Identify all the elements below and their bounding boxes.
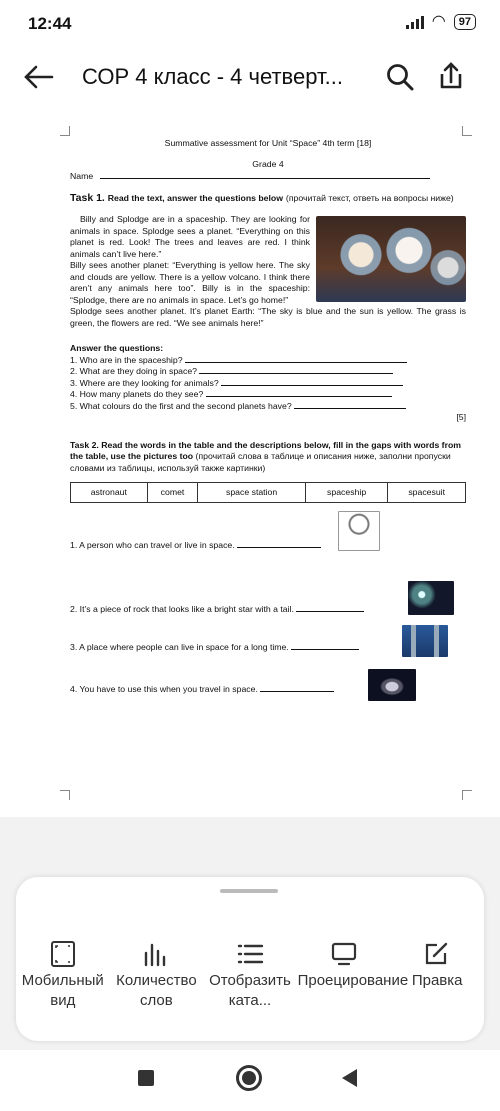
grade-label: Grade 4 <box>252 159 284 170</box>
edit-icon <box>391 937 483 971</box>
word-count-button[interactable]: Количество слов <box>110 937 202 1011</box>
battery-icon: 97 <box>454 14 476 30</box>
word-count-icon <box>110 937 202 971</box>
recent-apps-icon[interactable] <box>138 1070 154 1086</box>
story-text <box>70 214 466 329</box>
word-table <box>70 482 466 503</box>
description-item: 2. It’s a piece of rock that looks like a bright star with a tail. <box>70 577 466 621</box>
task1-score: [5] <box>456 412 466 423</box>
answer-heading: Answer the questions: <box>70 343 164 354</box>
question-list <box>70 355 466 412</box>
question-item: 3. Where are they looking for animals? <box>70 378 466 389</box>
story-illustration <box>316 216 466 302</box>
status-bar <box>0 0 500 48</box>
edit-button[interactable]: Правка <box>391 937 483 1011</box>
question-item: 5. What colours do the first and the second planets have? <box>70 401 466 412</box>
page-gap <box>0 817 500 877</box>
spaceship-picture <box>368 669 416 701</box>
tools-row <box>16 937 484 1011</box>
question-item: 2. What are they doing in space? <box>70 366 466 377</box>
word-cell: comet <box>147 483 198 503</box>
document-content <box>70 134 466 701</box>
space-station-picture <box>402 625 448 657</box>
page-corner-mark <box>60 790 70 800</box>
word-cell: space station <box>198 483 305 503</box>
clock: 12:44 <box>28 14 72 33</box>
name-line <box>70 171 466 182</box>
story-paragraph: Splodge sees another planet. It’s planet Earth: “The sky is blue and the sun is yellow. The grass is green, the flowers are red. “We see animals here!” <box>70 306 466 328</box>
wifi-icon: ◠ <box>431 13 446 30</box>
signal-icon <box>406 15 424 29</box>
sheet-drag-handle[interactable] <box>220 889 278 893</box>
projection-icon <box>298 937 390 971</box>
back-arrow-icon[interactable] <box>22 60 62 96</box>
task1-heading: Task 1. Read the text, answer the questions below (прочитай текст, ответь на вопросы ниже) <box>70 192 454 205</box>
home-icon[interactable] <box>236 1065 262 1091</box>
list-icon <box>204 937 296 971</box>
document-title: СОР 4 класс - 4 четверт... <box>82 64 343 89</box>
nav-back-icon[interactable] <box>342 1069 357 1087</box>
description-item: 4. You have to use this when you travel in space. <box>70 659 466 701</box>
description-item: 1. A person who can travel or live in space. <box>70 517 466 557</box>
word-cell: spacesuit <box>388 483 466 503</box>
comet-picture <box>408 581 454 615</box>
name-label: Name <box>70 170 94 181</box>
app-header <box>0 48 500 110</box>
description-item: 3. A place where people can live in space for a long time. <box>70 621 466 659</box>
search-icon[interactable] <box>385 62 415 92</box>
system-nav-bar <box>0 1050 500 1111</box>
mobile-view-button[interactable]: Мобильный вид <box>17 937 109 1011</box>
word-cell: spaceship <box>305 483 388 503</box>
word-cell: astronaut <box>71 483 148 503</box>
question-item: 1. Who are in the spaceship? <box>70 355 466 366</box>
story-paragraph: Billy and Splodge are in a spaceship. They are looking for animals in space. Splodge sees a planet. “Everything on this planet is red. Look! The trees and leaves are red. I think animals can’t live here.” <box>70 214 310 259</box>
share-icon[interactable] <box>436 60 466 94</box>
projection-button[interactable]: Проецирование <box>298 937 390 1011</box>
story-paragraph: Billy sees another planet: “Everything is yellow here. The sky and clouds are yellow. There is a yellow volcano. I think there aren’t any animals here too”. Billy is in the spaceship: “Splodge, there are no animals in space. Let’s go home!” <box>70 260 310 305</box>
question-item: 4. How many planets do they see? <box>70 389 466 400</box>
show-catalog-button[interactable]: Отобразить ката... <box>204 937 296 1011</box>
tools-bottom-sheet <box>16 877 484 1041</box>
page-corner-mark <box>60 126 70 136</box>
astronaut-picture <box>338 511 380 551</box>
page-corner-mark <box>462 790 472 800</box>
assessment-heading: Summative assessment for Unit “Space” 4th term [18] <box>164 138 372 148</box>
document-page[interactable] <box>0 110 500 817</box>
mobile-view-icon <box>17 937 109 971</box>
task2-heading: Task 2. Read the words in the table and the descriptions below, fill in the gaps with words from the table, use the pictures too (прочитай слова в таблице и описания ниже, заполни пропуски словами из таблицы, используй также картинки) <box>70 439 461 473</box>
